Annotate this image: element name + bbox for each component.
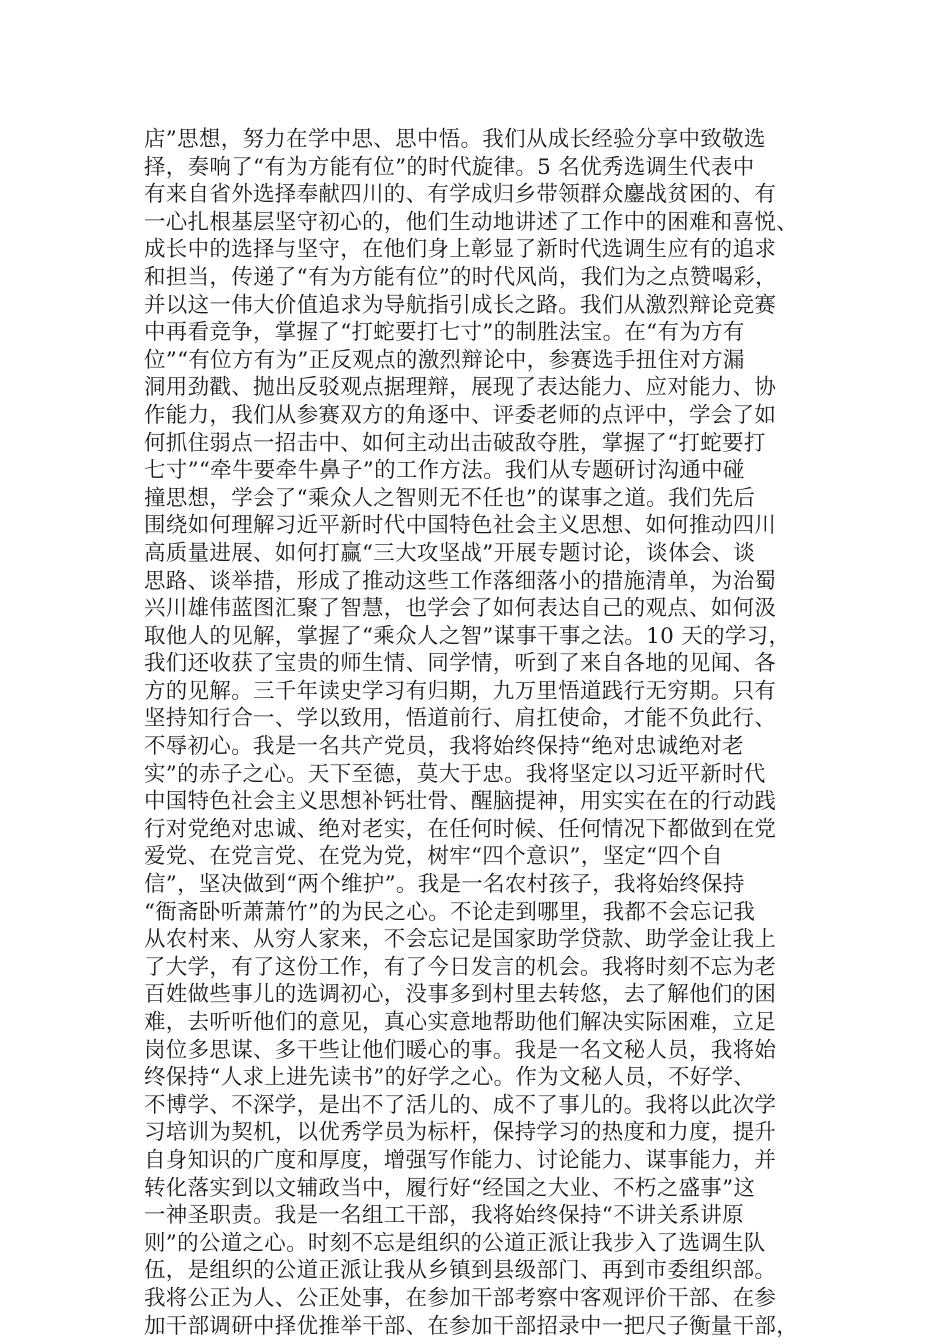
text-line: 洞用劲戳、抛出反驳观点据理辩，展现了表达能力、应对能力、协 bbox=[144, 375, 777, 401]
text-line: 成长中的选择与坚守，在他们身上彰显了新时代选调生应有的追求 bbox=[144, 237, 777, 263]
text-line: 七寸”“牵牛要牵牛鼻子”的工作方法。我们从专题研讨沟通中碰 bbox=[144, 458, 745, 484]
text-line: 不博学、不深学，是出不了活儿的、成不了事儿的。我将以此次学 bbox=[144, 1092, 777, 1118]
text-line: 作能力，我们从参赛双方的角逐中、评委老师的点评中，学会了如 bbox=[144, 402, 777, 428]
text-line: 取他人的见解，掌握了“乘众人之智”谋事干事之法。10 天的学习， bbox=[144, 623, 791, 649]
text-line: 难，去听听他们的意见，真心实意地帮助他们解决实际困难，立足 bbox=[144, 1010, 777, 1035]
text-line: 一心扎根基层坚守初心的，他们生动地讲述了工作中的困难和喜悦、 bbox=[144, 209, 799, 235]
text-line: 方的见解。三千年读史学习有归期，九万里悟道践行无穷期。只有 bbox=[144, 678, 777, 704]
text-line: 择，奏响了“有为方能有位”的时代旋律。5 名优秀选调生代表中 bbox=[144, 154, 755, 180]
text-line: 不辱初心。我是一名共产党员，我将始终保持“绝对忠诚绝对老 bbox=[144, 734, 744, 760]
text-line: 行对党绝对忠诚、绝对老实，在任何时候、任何情况下都做到在党 bbox=[144, 816, 777, 842]
text-line: 转化落实到以文辅政当中，履行好“经国之大业、不朽之盛事”这 bbox=[144, 1175, 756, 1201]
text-line: 思路、谈举措，形成了推动这些工作落细落小的措施清单，为治蜀 bbox=[144, 568, 777, 594]
text-line: 终保持“人求上进先读书”的好学之心。作为文秘人员，不好学、 bbox=[144, 1065, 756, 1091]
text-line: 从农村来、从穷人家来，不会忘记是国家助学贷款、助学金让我上 bbox=[144, 927, 777, 953]
text-line: 店”思想，努力在学中思、思中悟。我们从成长经验分享中致敬选 bbox=[144, 127, 766, 152]
text-line: 岗位多思谋、多干些让他们暖心的事。我是一名文秘人员，我将始 bbox=[144, 1037, 777, 1063]
text-line: 兴川雄伟蓝图汇聚了智慧，也学会了如何表达自己的观点、如何汲 bbox=[144, 596, 777, 622]
text-line: 百姓做些事儿的选调初心，没事多到村里去转悠，去了解他们的困 bbox=[144, 982, 777, 1008]
text-line: 爱党、在党言党、在党为党，树牢“四个意识”，坚定“四个自 bbox=[144, 844, 723, 870]
text-line: 有来自省外选择奉献四川的、有学成归乡带领群众鏖战贫困的、有 bbox=[144, 182, 777, 208]
text-line: 加干部调研中择优推举干部、在参加干部招录中一把尺子衡量干部， bbox=[144, 1313, 799, 1339]
text-line: 我们还收获了宝贵的师生情、同学情，听到了来自各地的见闻、各 bbox=[144, 651, 777, 677]
text-line: 和担当，传递了“有为方能有位”的时代风尚，我们为之点赞喝彩， bbox=[144, 264, 777, 290]
text-line: 则”的公道之心。时刻不忘是组织的公道正派让我步入了选调生队 bbox=[144, 1230, 766, 1256]
text-line: 了大学，有了这份工作，有了今日发言的机会。我将时刻不忘为老 bbox=[144, 954, 777, 980]
text-line: 围绕如何理解习近平新时代中国特色社会主义思想、如何推动四川 bbox=[144, 513, 777, 539]
text-line: “衙斋卧听萧萧竹”的为民之心。不论走到哪里，我都不会忘记我 bbox=[144, 899, 756, 925]
body-text bbox=[144, 126, 819, 1340]
text-line: 伍，是组织的公道正派让我从乡镇到县级部门、再到市委组织部。 bbox=[144, 1258, 777, 1284]
text-line: 自身知识的广度和厚度，增强写作能力、讨论能力、谋事能力，并 bbox=[144, 1147, 777, 1173]
text-line: 坚持知行合一、学以致用，悟道前行、肩扛使命，才能不负此行、 bbox=[144, 706, 777, 732]
text-line: 并以这一伟大价值追求为导航指引成长之路。我们从激烈辩论竞赛 bbox=[144, 292, 777, 318]
text-line: 习培训为契机，以优秀学员为标杆，保持学习的热度和力度，提升 bbox=[144, 1120, 777, 1146]
text-line: 位”“有位方有为”正反观点的激烈辩论中，参赛选手扭住对方漏 bbox=[144, 347, 745, 373]
text-line: 高质量进展、如何打赢“三大攻坚战”开展专题讨论，谈体会、谈 bbox=[144, 540, 756, 566]
text-line: 何抓住弱点一招击中、如何主动出击破敌夺胜，掌握了“打蛇要打 bbox=[144, 430, 766, 456]
text-line: 实”的赤子之心。天下至德，莫大于忠。我将坚定以习近平新时代 bbox=[144, 761, 766, 787]
text-line: 中再看竞争，掌握了“打蛇要打七寸”的制胜法宝。在“有为方有 bbox=[144, 320, 745, 346]
text-line: 撞思想，学会了“乘众人之智则无不任也”的谋事之道。我们先后 bbox=[144, 485, 756, 511]
text-line: 信”，坚决做到“两个维护”。我是一名农村孩子，我将始终保持 bbox=[144, 872, 745, 898]
text-line: 一神圣职责。我是一名组工干部，我将始终保持“不讲关系讲原 bbox=[144, 1203, 744, 1229]
text-line: 中国特色社会主义思想补钙壮骨、醒脑提神，用实实在在的行动践 bbox=[144, 789, 777, 815]
text-line: 我将公正为人、公正处事，在参加干部考察中客观评价干部、在参 bbox=[144, 1285, 777, 1311]
